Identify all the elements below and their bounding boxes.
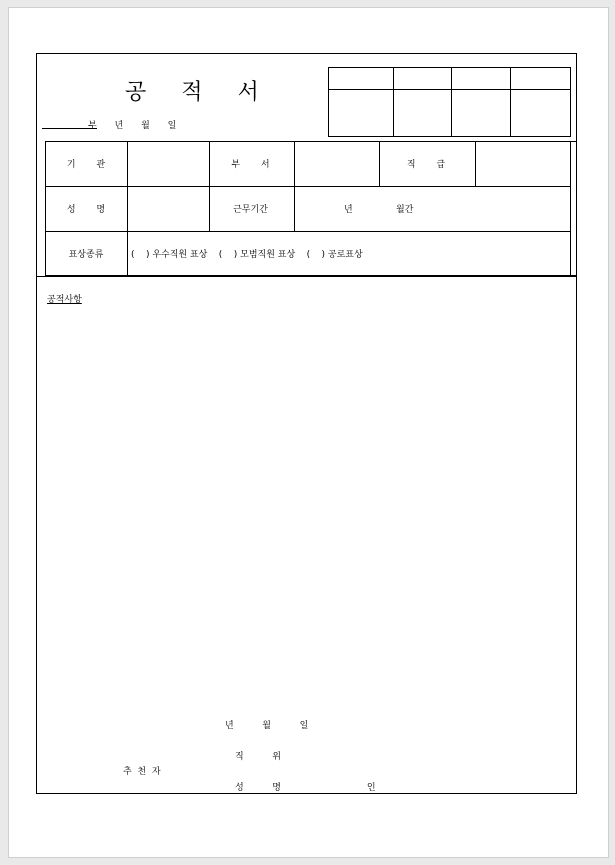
table-row-divider (46, 186, 570, 187)
table-row-divider (46, 231, 570, 232)
service-period-month: 월간 (396, 205, 414, 215)
award-type-label: 표상종류 (68, 250, 104, 260)
table-right-ext (570, 141, 577, 276)
approval-col-divider (451, 68, 452, 136)
table-col-divider (475, 142, 476, 186)
table-col-divider (294, 142, 295, 231)
footer-signature: 성 명 인 (235, 783, 376, 793)
agency-label: 기 관 (66, 160, 106, 170)
footer-recommender: 추 천 자 (123, 767, 161, 777)
approval-row-divider (329, 89, 570, 90)
name-label: 성 명 (66, 205, 106, 215)
rank-label: 직 급 (406, 160, 446, 170)
award-options: ( ) 우수직원 표상 ( ) 모범직원 표상 ( ) 공로표상 (131, 250, 363, 260)
table-col-divider (209, 142, 210, 231)
section-divider (36, 276, 577, 277)
table-col-divider (127, 231, 128, 275)
form-title: 공 적 서 (125, 80, 273, 105)
approval-col-divider (510, 68, 511, 136)
approval-box (328, 67, 571, 137)
service-period-label: 근무기간 (233, 205, 268, 215)
approval-col-divider (393, 68, 394, 136)
table-col-divider (127, 142, 128, 231)
footer-date: 년 월 일 (225, 721, 309, 731)
footer-position: 직 위 (235, 752, 281, 762)
merit-label: 공적사항 (47, 295, 82, 305)
header-date: 부 년 월 일 (88, 121, 177, 131)
department-label: 부 서 (231, 160, 270, 170)
service-period-year: 년 (344, 205, 353, 215)
